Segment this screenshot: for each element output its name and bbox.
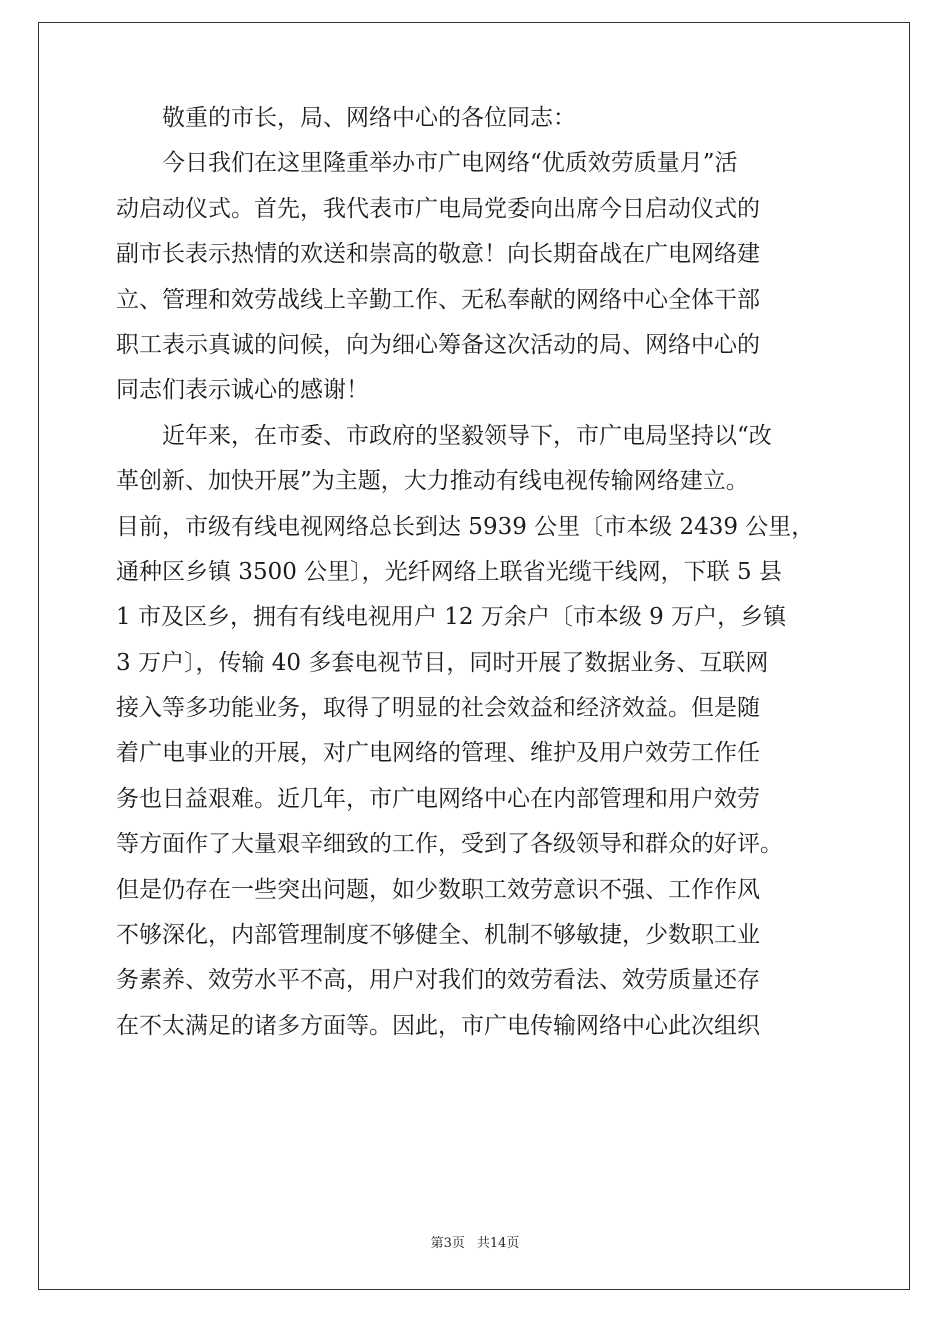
paragraph-line: 职工表示真诚的问候，向为细心筹备这次活动的局、网络中心的	[116, 331, 760, 358]
greeting-line: 敬重的市长，局、网络中心的各位同志：	[162, 105, 576, 131]
paragraph-line: 3 万户〕，传输 40 多套电视节目，同时开展了数据业务、互联网	[116, 649, 769, 676]
page-total: 共14页	[476, 1236, 520, 1251]
paragraph-line: 接入等多功能业务，取得了明显的社会效益和经济效益。但是随	[116, 695, 760, 722]
paragraph-line: 目前，市级有线电视网络总长到达 5939 公里〔市本级 2439 公里，	[116, 513, 815, 540]
paragraph-line: 近年来，在市委、市政府的坚毅领导下，市广电局坚持以“改	[162, 422, 772, 449]
paragraph-line: 等方面作了大量艰辛细致的工作，受到了各级领导和群众的好评。	[116, 831, 783, 858]
paragraph-line: 立、管理和效劳战线上辛勤工作、无私奉献的网络中心全体干部	[116, 286, 760, 313]
paragraph-line: 通种区乡镇 3500 公里〕，光纤网络上联省光缆干线网，下联 5 县	[116, 558, 782, 585]
paragraph-line: 1 市及区乡，拥有有线电视用户 12 万余户〔市本级 9 万户，乡镇	[116, 604, 787, 631]
paragraph-line: 但是仍存在一些突出问题，如少数职工效劳意识不强、工作作风	[116, 876, 760, 903]
document-body	[116, 96, 832, 1049]
paragraph-line: 今日我们在这里隆重举办市广电网络“优质效劳质量月”活	[162, 150, 738, 177]
paragraph-line: 务素养、效劳水平不高，用户对我们的效劳看法、效劳质量还存	[116, 967, 760, 994]
paragraph-line: 副市长表示热情的欢送和崇高的敬意！向长期奋战在广电网络建	[116, 241, 760, 268]
paragraph-line: 革创新、加快开展”为主题，大力推动有线电视传输网络建立。	[116, 468, 749, 495]
page-number: 第3页	[430, 1236, 465, 1251]
paragraph-line: 着广电事业的开展，对广电网络的管理、维护及用户效劳工作任	[116, 740, 760, 767]
paragraph-line: 不够深化，内部管理制度不够健全、机制不够敏捷，少数职工业	[116, 922, 760, 949]
paragraph-line: 动启动仪式。首先，我代表市广电局党委向出席今日启动仪式的	[116, 195, 760, 222]
paragraph-line: 务也日益艰难。近几年，市广电网络中心在内部管理和用户效劳	[116, 785, 760, 812]
paragraph-line: 在不太满足的诸多方面等。因此，市广电传输网络中心此次组织	[116, 1012, 760, 1039]
page-footer	[0, 1232, 950, 1251]
paragraph-line: 同志们表示诚心的感谢！	[116, 377, 369, 404]
